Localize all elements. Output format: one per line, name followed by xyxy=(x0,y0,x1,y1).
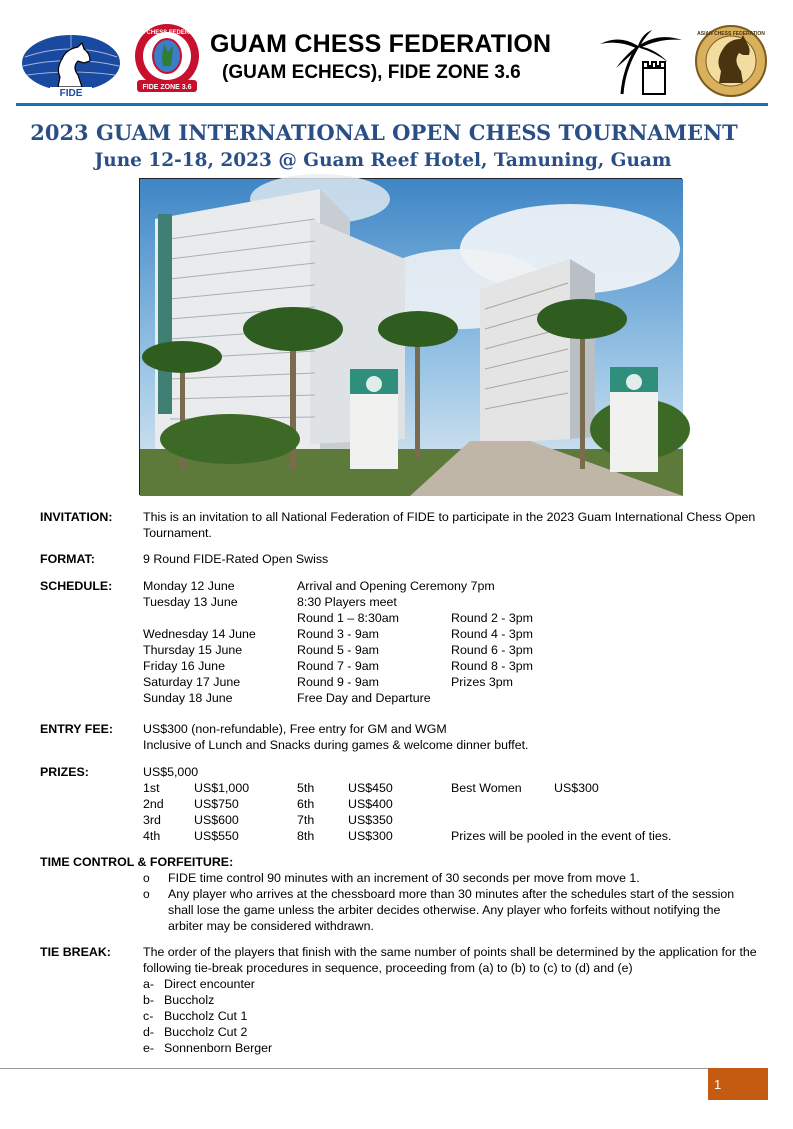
entry-fee-text: US$300 (non-refundable), Free entry for GM and WGM xyxy=(143,722,447,736)
svg-text:ASIAN CHESS FEDERATION: ASIAN CHESS FEDERATION xyxy=(697,31,765,37)
header-rule xyxy=(16,103,768,106)
format-label: FORMAT: xyxy=(40,552,95,566)
prize-total: US$5,000 xyxy=(143,765,199,779)
svg-text:FIDE: FIDE xyxy=(59,88,83,99)
schedule-day: Monday 12 June xyxy=(143,579,235,593)
fide-logo xyxy=(20,33,122,97)
bullet-icon: o xyxy=(143,887,150,901)
prize-amount: US$750 xyxy=(194,797,239,811)
palm-rook-logo xyxy=(598,28,684,96)
prize-place: 7th xyxy=(297,813,315,827)
entry-fee-text: Inclusive of Lunch and Snacks during games & welcome dinner buffet. xyxy=(143,738,529,752)
schedule-event: Round 7 - 9am xyxy=(297,659,379,673)
schedule-day: Saturday 17 June xyxy=(143,675,241,689)
prize-amount: US$350 xyxy=(348,813,393,827)
entry-fee-label: ENTRY FEE: xyxy=(40,722,113,736)
prize-place: 4th xyxy=(143,829,161,843)
schedule-event: Round 5 - 9am xyxy=(297,643,379,657)
org-name: GUAM CHESS FEDERATION xyxy=(210,30,552,58)
schedule-day: Tuesday 13 June xyxy=(143,595,238,609)
time-control-item: shall lose the game unless the arbiter decides otherwise. Any player who forfeits without notifying the xyxy=(168,903,721,917)
schedule-event: Round 1 – 8:30am xyxy=(297,611,399,625)
tie-break-text: following tie-break procedures in sequence, proceeding from (a) to (b) to (c) to (d) and (e) xyxy=(143,961,633,975)
svg-text:GUAM CHESS FEDERATION: GUAM CHESS FEDERATION xyxy=(126,30,208,36)
bullet-icon: o xyxy=(143,871,150,885)
svg-text:FIDE ZONE 3.6: FIDE ZONE 3.6 xyxy=(142,84,192,91)
tournament-subtitle: June 12-18, 2023 @ Guam Reef Hotel, Tamuning, Guam xyxy=(94,150,672,171)
page-number: 1 xyxy=(714,1077,722,1092)
tie-break-item: Buccholz xyxy=(164,993,215,1007)
org-subtitle: (GUAM ECHECS), FIDE ZONE 3.6 xyxy=(222,62,521,83)
prize-amount: US$600 xyxy=(194,813,239,827)
tie-break-key: c- xyxy=(143,1009,154,1023)
tie-break-text: The order of the players that finish with the same number of points shall be determined by the application for the xyxy=(143,945,757,959)
prize-place: 6th xyxy=(297,797,315,811)
invitation-text: Tournament. xyxy=(143,526,212,540)
time-control-item: Any player who arrives at the chessboard more than 30 minutes after the schedules start of the session xyxy=(168,887,735,901)
tie-break-key: e- xyxy=(143,1041,155,1055)
page-number-box xyxy=(708,1068,768,1100)
schedule-event: 8:30 Players meet xyxy=(297,595,397,609)
prize-amount: US$400 xyxy=(348,797,393,811)
footer-rule xyxy=(0,1068,768,1069)
schedule-event: Round 2 - 3pm xyxy=(451,611,533,625)
invitation-label: INVITATION: xyxy=(40,510,113,524)
guam-federation-logo xyxy=(126,22,208,96)
schedule-day: Wednesday 14 June xyxy=(143,627,256,641)
schedule-event: Arrival and Opening Ceremony 7pm xyxy=(297,579,495,593)
prize-place: 8th xyxy=(297,829,315,843)
prize-amount: US$1,000 xyxy=(194,781,250,795)
prize-extra: Prizes will be pooled in the event of ties. xyxy=(451,829,672,843)
prize-place: 3rd xyxy=(143,813,161,827)
tie-break-item: Buccholz Cut 1 xyxy=(164,1009,248,1023)
tie-break-key: b- xyxy=(143,993,155,1007)
tie-break-item: Sonnenborn Berger xyxy=(164,1041,273,1055)
prize-place: 2nd xyxy=(143,797,164,811)
schedule-event: Round 3 - 9am xyxy=(297,627,379,641)
prize-extra: Best Women xyxy=(451,781,522,795)
prize-amount: US$550 xyxy=(194,829,239,843)
schedule-event: Round 4 - 3pm xyxy=(451,627,533,641)
tie-break-item: Direct encounter xyxy=(164,977,255,991)
tie-break-item: Buccholz Cut 2 xyxy=(164,1025,248,1039)
tie-break-key: d- xyxy=(143,1025,155,1039)
asian-chess-federation-logo xyxy=(695,25,767,97)
prize-place: 5th xyxy=(297,781,315,795)
schedule-event: Round 6 - 3pm xyxy=(451,643,533,657)
schedule-event: Round 9 - 9am xyxy=(297,675,379,689)
tournament-title: 2023 GUAM INTERNATIONAL OPEN CHESS TOURNAMENT xyxy=(30,120,738,145)
schedule-day: Friday 16 June xyxy=(143,659,225,673)
tie-break-label: TIE BREAK: xyxy=(40,945,111,959)
prize-amount: US$300 xyxy=(348,829,393,843)
time-control-item: arbiter may be considered withdrawn. xyxy=(168,919,374,933)
hotel-photo xyxy=(139,178,682,495)
tie-break-key: a- xyxy=(143,977,155,991)
schedule-event: Free Day and Departure xyxy=(297,691,431,705)
schedule-event: Round 8 - 3pm xyxy=(451,659,533,673)
schedule-label: SCHEDULE: xyxy=(40,579,113,593)
time-control-item: FIDE time control 90 minutes with an increment of 30 seconds per move from move 1. xyxy=(168,871,640,885)
format-text: 9 Round FIDE-Rated Open Swiss xyxy=(143,552,329,566)
prize-extra-amount: US$300 xyxy=(554,781,599,795)
prizes-label: PRIZES: xyxy=(40,765,89,779)
prize-amount: US$450 xyxy=(348,781,393,795)
prize-place: 1st xyxy=(143,781,160,795)
schedule-day: Thursday 15 June xyxy=(143,643,243,657)
schedule-day: Sunday 18 June xyxy=(143,691,233,705)
time-control-label: TIME CONTROL & FORFEITURE: xyxy=(40,855,234,869)
schedule-event: Prizes 3pm xyxy=(451,675,513,689)
invitation-text: This is an invitation to all National Federation of FIDE to participate in the 2023 Guam International Chess Open xyxy=(143,510,756,524)
